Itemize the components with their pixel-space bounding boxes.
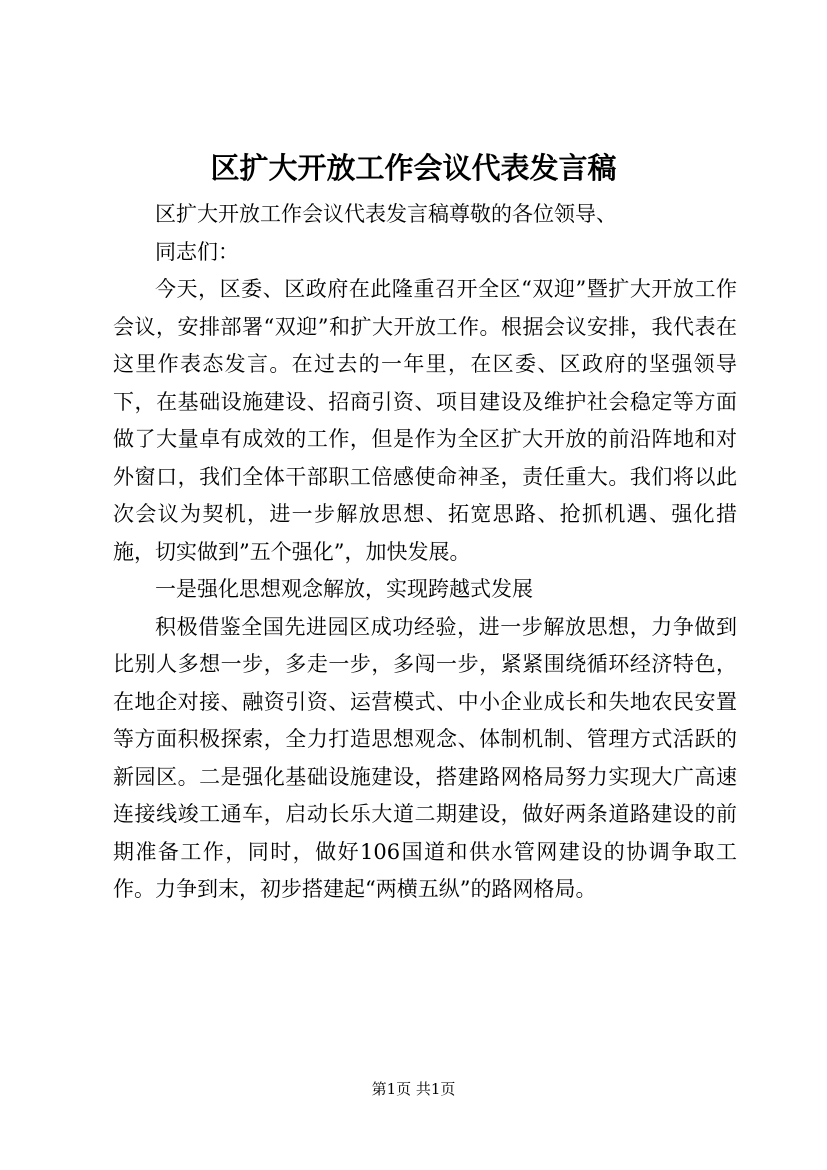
paragraph-section-heading: 一是强化思想观念解放，实现跨越式发展 — [155, 577, 533, 601]
paragraph-section-body: 积极借鉴全国先进园区成功经验，进一步解放思想，力争做到比别人多想一步，多走一步，多闯一步，紧紧围绕循环经济特色，在地企对接、融资引资、运营模式、中小企业成长和失地农民安置等方面积极探索，全力打造思想观念、体制机制、管理方式活跃的新园区。二是强化基础设施建设，搭建路网格局努力实现大广高速连接线竣工通车，启动长乐大道二期建设，做好两条道路建设的前期准备工作，同时，做好106国道和供水管网建设的协调争取工作。力争到末，初步搭建起“两横五纵”的路网格局。 — [113, 614, 737, 901]
paragraph-opening: 区扩大开放工作会议代表发言稿尊敬的各位领导、 — [155, 202, 617, 226]
paragraph-salutation: 同志们： — [155, 239, 239, 264]
document-title: 区扩大开放工作会议代表发言稿 — [210, 151, 617, 185]
paragraph-introduction: 今天，区委、区政府在此隆重召开全区“双迎”暨扩大开放工作会议，安排部署“双迎”和扩大开放工作。根据会议安排，我代表在这里作表态发言。在过去的一年里，在区委、区政府的坚强领导下，在基础设施建设、招商引资、项目建设及维护社会稳定等方面做了大量卓有成效的工作，但是作为全区扩大开放的前沿阵地和对外窗口，我们全体干部职工倍感使命神圣，责任重大。我们将以此次会议为契机，进一步解放思想、拓宽思路、抢抓机遇、强化措施，切实做到”五个强化”，加快发展。 — [113, 277, 737, 564]
document-body — [113, 196, 737, 909]
page-footer: 第1页 共1页 — [371, 1080, 456, 1098]
